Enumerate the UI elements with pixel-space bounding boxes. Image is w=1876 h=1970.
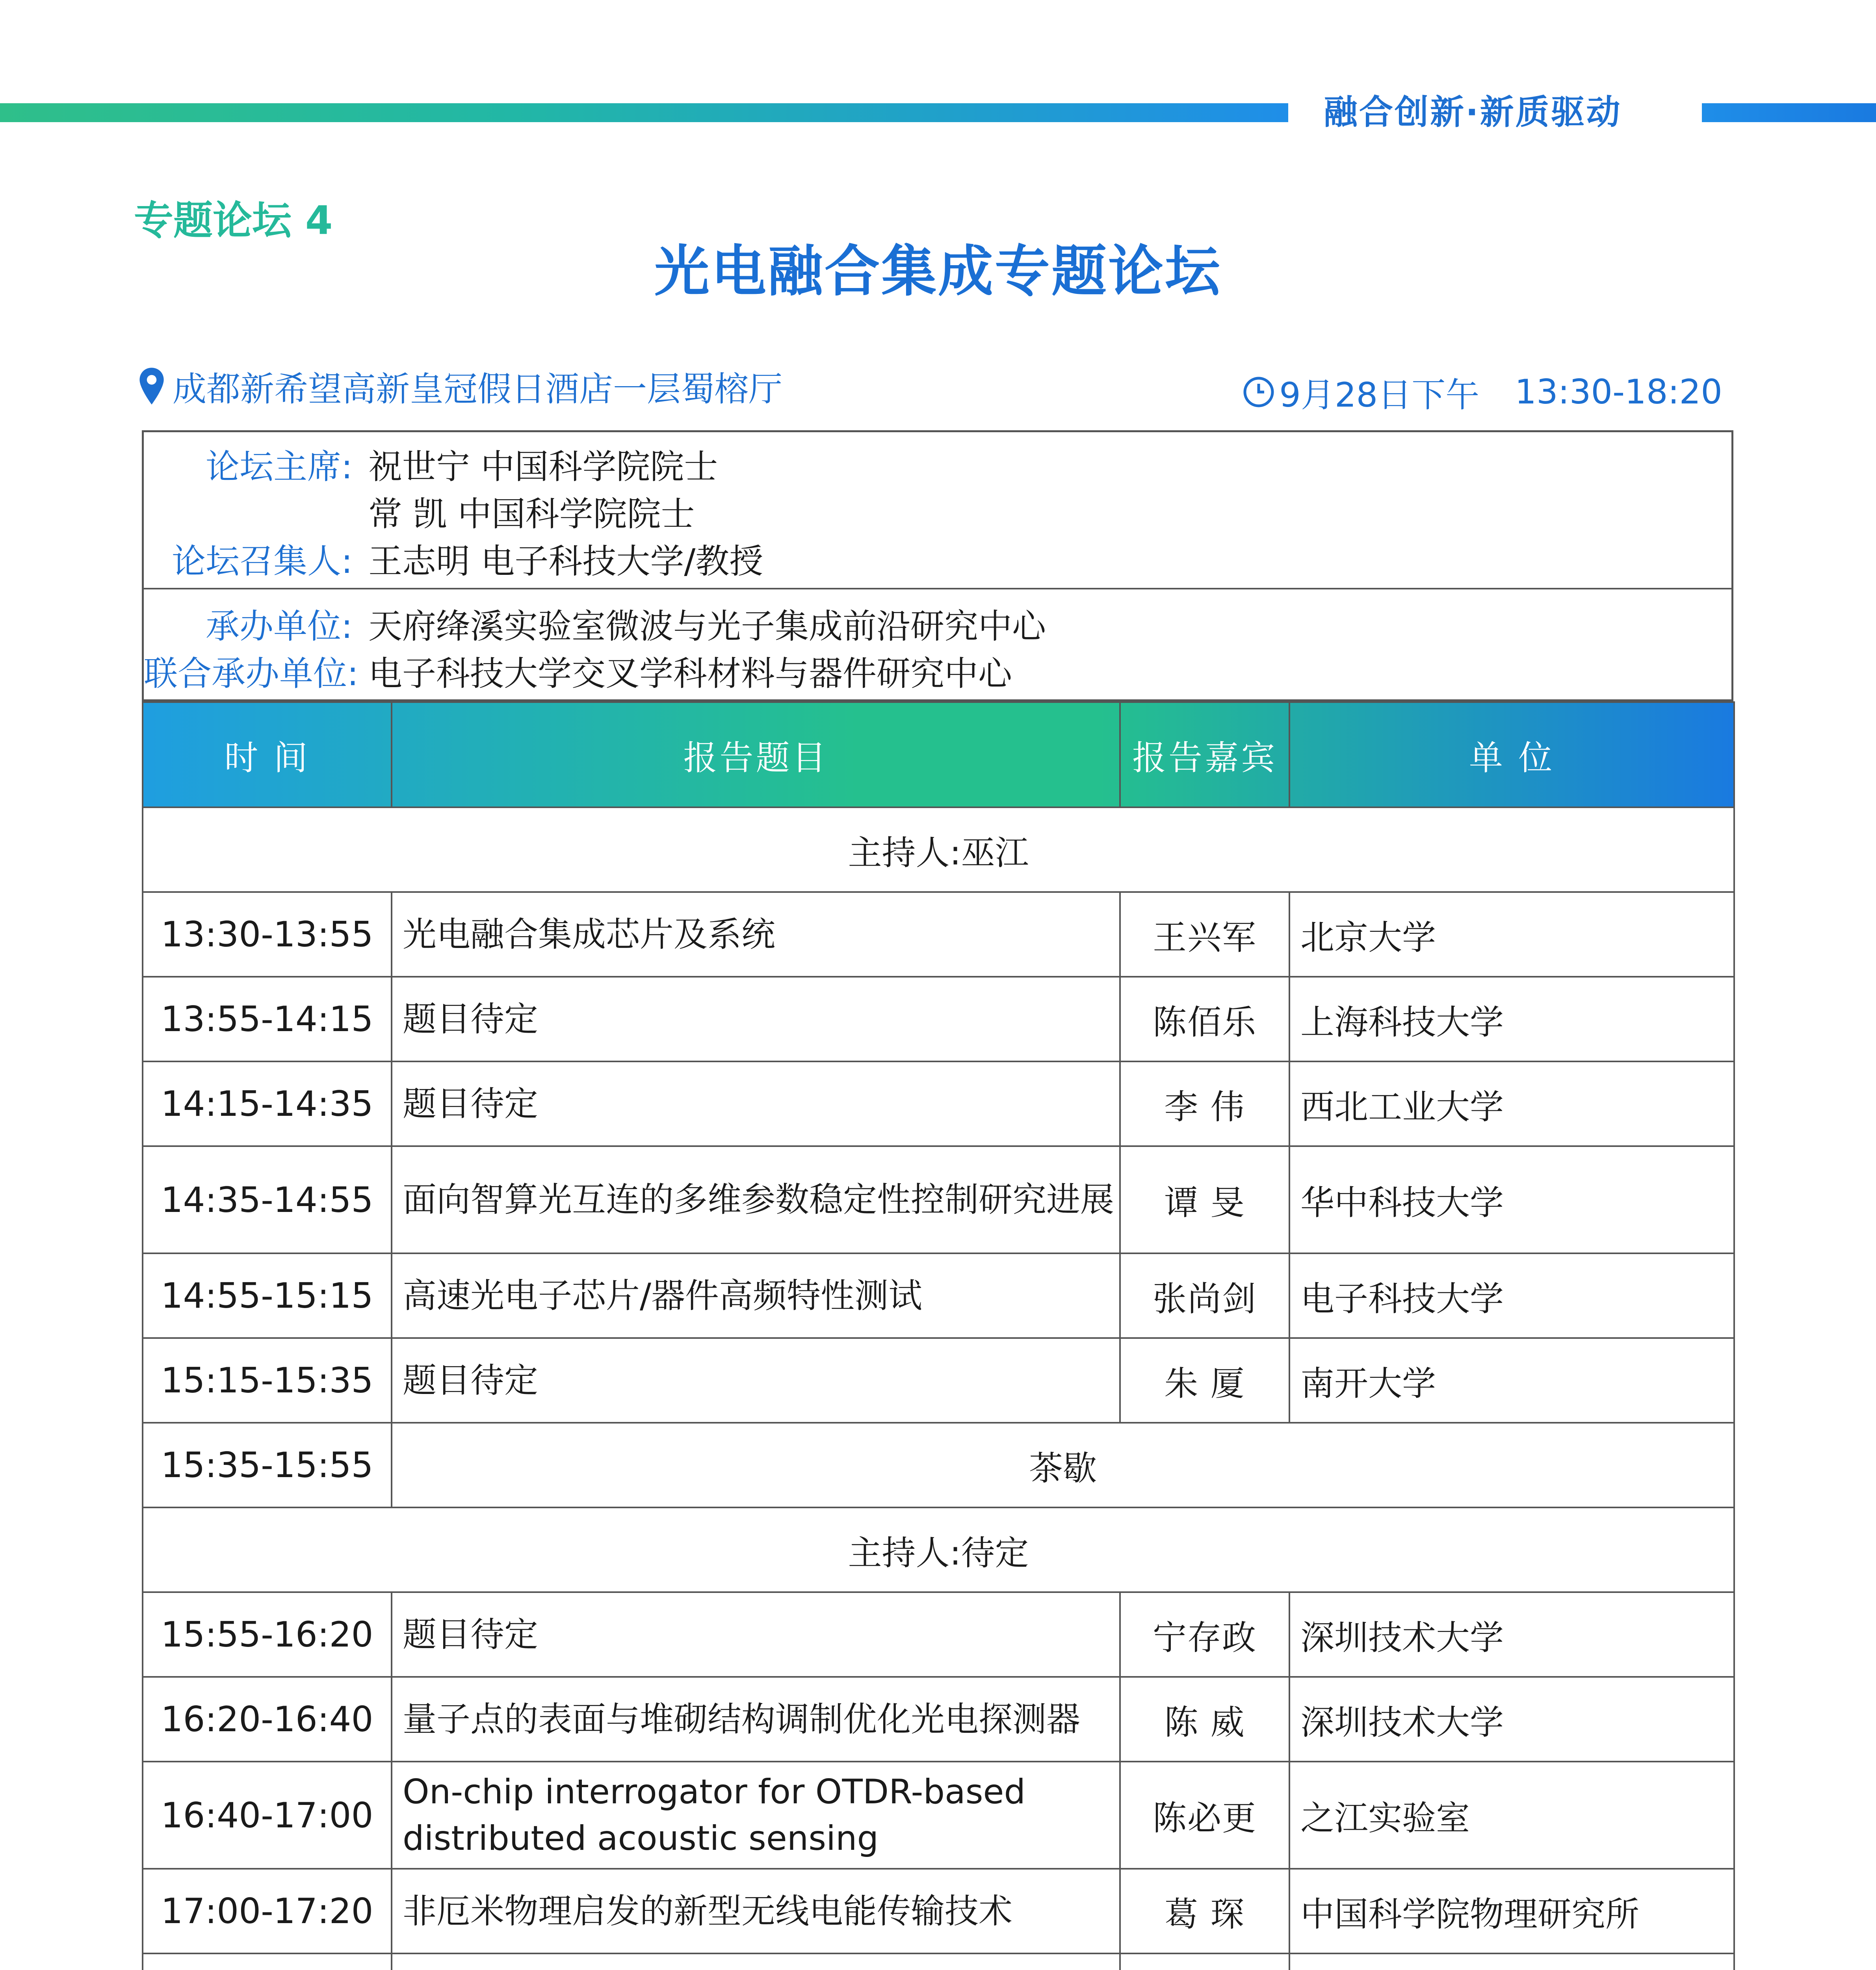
session-org: 西北工业大学	[1289, 1061, 1734, 1146]
table-row	[143, 892, 1734, 977]
table-row	[143, 1061, 1734, 1146]
table-row	[143, 1677, 1734, 1762]
table-row	[143, 1592, 1734, 1677]
session-time	[143, 1953, 392, 1970]
session-topic: 非厄米物理启发的新型无线电能传输技术	[392, 1869, 1120, 1953]
session-time: 14:35-14:55	[143, 1146, 392, 1253]
table-row	[143, 1146, 1734, 1253]
session-time: 13:55-14:15	[143, 977, 392, 1061]
session-org: 中国科学院物理研究所	[1289, 1869, 1734, 1953]
info-divider	[144, 588, 1731, 589]
chair-row-2	[144, 487, 695, 535]
table-row	[143, 1762, 1734, 1869]
break-row	[143, 1423, 1734, 1507]
session-topic: 光电融合集成芯片及系统	[392, 892, 1120, 977]
break-time: 15:35-15:55	[143, 1423, 392, 1507]
forum-info-box	[142, 430, 1733, 701]
session-org: 深圳技术大学	[1289, 1592, 1734, 1677]
header-accent-bar-right	[1702, 103, 1876, 122]
session-topic: 题目待定	[392, 1338, 1120, 1423]
header-time: 时 间	[143, 702, 392, 807]
location-pin-icon	[138, 366, 165, 406]
forum-number: 专题论坛 4	[134, 197, 333, 243]
venue-line	[138, 362, 782, 410]
break-label: 茶歇	[392, 1423, 1734, 1507]
convener: 王志明 电子科技大学/教授	[368, 542, 763, 581]
venue-text: 成都新希望高新皇冠假日酒店一层蜀榕厅	[173, 370, 782, 409]
organizer-row	[144, 600, 1046, 647]
session-speaker: 张尚剑	[1120, 1253, 1289, 1338]
session-org: 深圳技术大学	[1289, 1677, 1734, 1762]
session-org: 北京大学	[1289, 892, 1734, 977]
session-speaker	[1120, 1953, 1289, 1970]
session-org	[1289, 1953, 1734, 1970]
session-speaker: 谭 旻	[1120, 1146, 1289, 1253]
table-row	[143, 977, 1734, 1061]
datetime-line	[1242, 368, 1722, 416]
session-time: 15:55-16:20	[143, 1592, 392, 1677]
session-topic: 题目待定	[392, 977, 1120, 1061]
organizer: 天府绛溪实验室微波与光子集成前沿研究中心	[368, 607, 1046, 646]
session-speaker: 王兴军	[1120, 892, 1289, 977]
header-topic: 报告题目	[392, 702, 1120, 807]
session-speaker: 陈必更	[1120, 1762, 1289, 1869]
slogan: 融合创新·新质驱动	[1324, 93, 1622, 132]
session-org: 华中科技大学	[1289, 1146, 1734, 1253]
table-row	[143, 1953, 1734, 1970]
header-accent-bar	[0, 103, 1288, 122]
session-time: 16:40-17:00	[143, 1762, 392, 1869]
session-time: 14:55-15:15	[143, 1253, 392, 1338]
session-time: 14:15-14:35	[143, 1061, 392, 1146]
session-speaker: 李 伟	[1120, 1061, 1289, 1146]
session-org: 南开大学	[1289, 1338, 1734, 1423]
session-time: 16:20-16:40	[143, 1677, 392, 1762]
chair-label: 论坛主席:	[206, 447, 353, 487]
session-speaker: 陈佰乐	[1120, 977, 1289, 1061]
session-org: 之江实验室	[1289, 1762, 1734, 1869]
session-topic: 题目待定	[392, 1061, 1120, 1146]
date-text: 9月28日下午	[1279, 375, 1480, 415]
host-2: 主持人:待定	[143, 1507, 1734, 1592]
clock-icon	[1242, 375, 1275, 409]
host-row	[143, 807, 1734, 892]
session-time: 17:00-17:20	[143, 1869, 392, 1953]
session-time: 13:30-13:55	[143, 892, 392, 977]
session-time: 15:15-15:35	[143, 1338, 392, 1423]
session-org: 电子科技大学	[1289, 1253, 1734, 1338]
convener-label: 论坛召集人:	[172, 542, 353, 581]
convener-row	[144, 535, 763, 582]
chair-2: 常 凯 中国科学院院士	[368, 494, 695, 534]
host-1: 主持人:巫江	[143, 807, 1734, 892]
table-row	[143, 1338, 1734, 1423]
time-range-text: 13:30-18:20	[1515, 372, 1722, 412]
host-row	[143, 1507, 1734, 1592]
session-topic: On-chip interrogator for OTDR-based distributed acoustic sensing	[392, 1762, 1120, 1869]
session-speaker: 朱 厦	[1120, 1338, 1289, 1423]
session-speaker: 陈 威	[1120, 1677, 1289, 1762]
session-topic: 量子点的表面与堆砌结构调制优化光电探测器	[392, 1677, 1120, 1762]
schedule-table	[142, 701, 1735, 1970]
chair-row-1	[144, 440, 718, 487]
session-topic: 高速光电子芯片/器件高频特性测试	[392, 1253, 1120, 1338]
co-organizer-row	[144, 647, 1012, 694]
session-topic	[392, 1953, 1120, 1970]
header-org: 单 位	[1289, 702, 1734, 807]
table-row	[143, 1869, 1734, 1953]
session-topic: 题目待定	[392, 1592, 1120, 1677]
session-topic: 面向智算光互连的多维参数稳定性控制研究进展	[392, 1146, 1120, 1253]
table-row	[143, 1253, 1734, 1338]
session-speaker: 葛 琛	[1120, 1869, 1289, 1953]
header-speaker: 报告嘉宾	[1120, 702, 1289, 807]
page-title: 光电融合集成专题论坛	[654, 240, 1222, 304]
session-speaker: 宁存政	[1120, 1592, 1289, 1677]
chair-1: 祝世宁 中国科学院院士	[368, 447, 718, 487]
organizer-label: 承办单位:	[206, 607, 353, 646]
session-org: 上海科技大学	[1289, 977, 1734, 1061]
co-organizer: 电子科技大学交叉学科材料与器件研究中心	[368, 654, 1012, 693]
table-header-row	[143, 702, 1734, 807]
co-organizer-label: 联合承办单位:	[144, 654, 358, 693]
